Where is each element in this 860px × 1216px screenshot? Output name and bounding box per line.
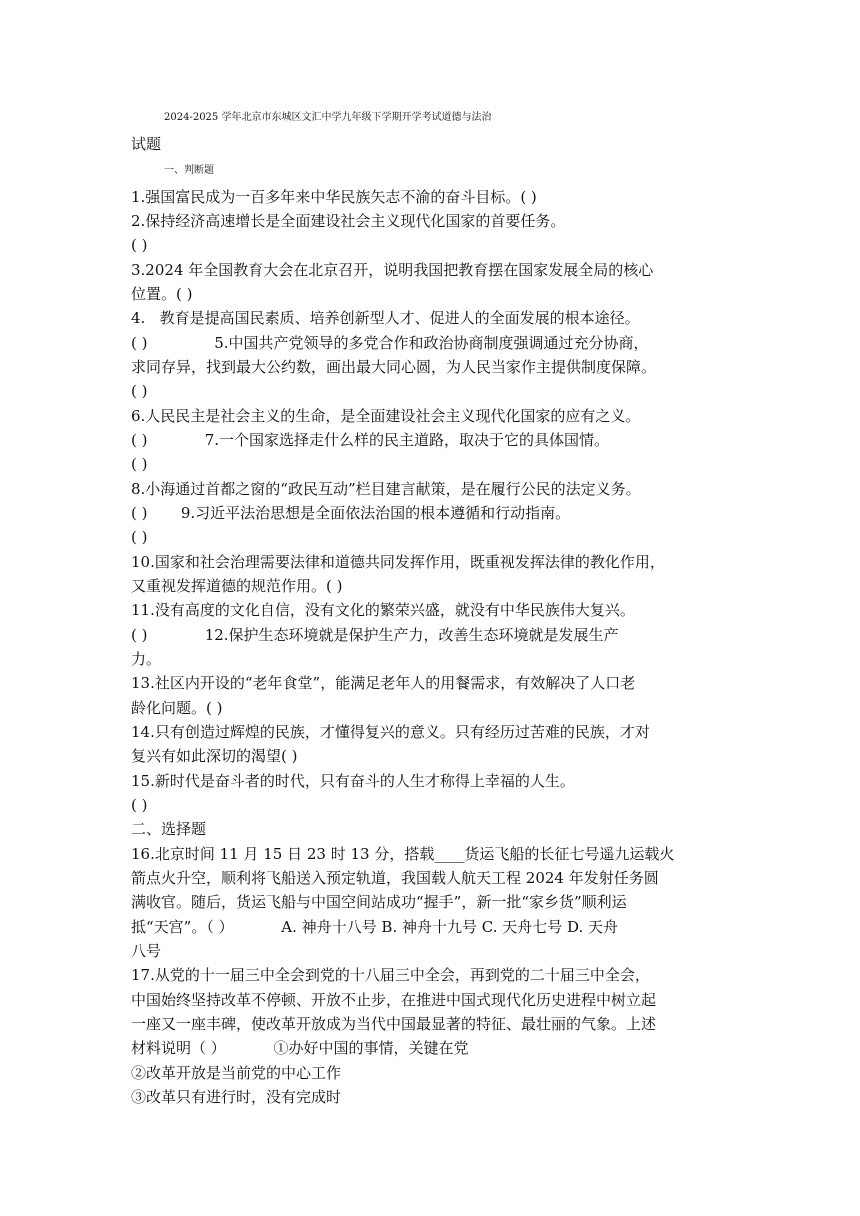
- question-line: 求同存异，找到最大公约数，画出最大同心圆，为人民当家作主提供制度保障。: [131, 358, 657, 376]
- question-line: ( ): [131, 382, 148, 400]
- question-line: 一座又一座丰碑，使改革开放成为当代中国最显著的特征、最壮丽的气象。上述: [131, 1015, 657, 1033]
- question-line: 力。: [131, 650, 162, 668]
- question-line: 17.从党的十一届三中全会到党的十八届三中全会，再到党的二十届三中全会，: [131, 966, 650, 984]
- question-line: 复兴有如此深切的渴望( ): [131, 747, 298, 765]
- option-line: ②改革开放是当前党的中心工作: [131, 1064, 342, 1082]
- question-line: 4. 教育是提高国民素质、培养创新型人才、促进人的全面发展的根本途径。: [131, 309, 640, 327]
- question-line: 八号: [131, 942, 162, 960]
- section-heading-choice: 二、选择题: [131, 820, 207, 838]
- question-line: ( ): [131, 236, 148, 254]
- question-line: 6.人民民主是社会主义的生命，是全面建设社会主义现代化国家的应有之义。: [131, 407, 641, 425]
- question-line: ( ) 12.保护生态环境就是保护生产力，改善生态环境就是发展生产: [131, 626, 619, 644]
- question-line: 满收官。随后，货运飞船与中国空间站成功“握手”，新一批“家乡货”顺利运: [131, 893, 627, 911]
- question-line: 材料说明（ ） ①办好中国的事情，关键在党: [131, 1039, 469, 1057]
- question-line: 中国始终坚持改革不停顿、开放不止步，在推进中国式现代化历史进程中树立起: [131, 991, 657, 1009]
- question-line: 箭点火升空，顺利将飞船送入预定轨道，我国载人航天工程 2024 年发射任务圆: [131, 869, 659, 887]
- doc-title-line-2: 试题: [131, 135, 162, 153]
- question-line: 1.强国富民成为一百多年来中华民族矢志不渝的奋斗目标。( ): [131, 188, 537, 206]
- question-line: 又重视发挥道德的规范作用。( ): [131, 577, 343, 595]
- question-line: 龄化问题。( ): [131, 699, 223, 717]
- question-line: 16.北京时间 11 月 15 日 23 时 13 分，搭载____货运飞船的长征七号遥九运载火: [131, 845, 675, 863]
- question-line: 2.保持经济高速增长是全面建设社会主义现代化国家的首要任务。: [131, 212, 566, 230]
- question-line: 8.小海通过首都之窗的“政民互动”栏目建言献策，是在履行公民的法定义务。: [131, 480, 641, 498]
- question-line: 3.2024 年全国教育大会在北京召开，说明我国把教育摆在国家发展全局的核心: [131, 261, 654, 279]
- question-line: ( ): [131, 528, 148, 546]
- question-line: 位置。( ): [131, 285, 193, 303]
- doc-title-line-1: 2024-2025 学年北京市东城区文汇中学九年级下学期开学考试道德与法治: [164, 112, 492, 123]
- question-line: ( ) 7.一个国家选择走什么样的民主道路，取决于它的具体国情。: [131, 431, 610, 449]
- option-line: ③改革只有进行时，没有完成时: [131, 1088, 342, 1106]
- question-line: 14.只有创造过辉煌的民族，才懂得复兴的意义。只有经历过苦难的民族，才对: [131, 723, 650, 741]
- question-line: 11.没有高度的文化自信，没有文化的繁荣兴盛，就没有中华民族伟大复兴。: [131, 601, 635, 619]
- question-line: 抵“天宫”。（ ） A. 神舟十八号 B. 神舟十九号 C. 天舟七号 D. 天舟: [131, 918, 619, 936]
- question-line: 10.国家和社会治理需要法律和道德共同发挥作用，既重视发挥法律的教化作用，: [131, 553, 665, 571]
- question-line: ( ): [131, 455, 148, 473]
- question-line: ( ) 5.中国共产党领导的多党合作和政治协商制度强调通过充分协商，: [131, 334, 649, 352]
- question-line: 13.社区内开设的“老年食堂”，能满足老年人的用餐需求，有效解决了人口老: [131, 674, 636, 692]
- question-line: ( ): [131, 796, 148, 814]
- question-line: 15.新时代是奋斗者的时代，只有奋斗的人生才称得上幸福的人生。: [131, 772, 575, 790]
- question-line: ( ) 9.习近平法治思想是全面依法治国的根本遵循和行动指南。: [131, 504, 571, 522]
- section-heading-true-false: 一、判断题: [164, 165, 214, 176]
